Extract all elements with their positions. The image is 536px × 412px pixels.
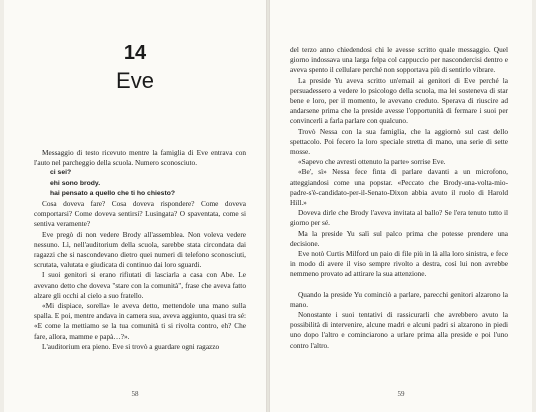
paragraph-spacer bbox=[290, 280, 508, 290]
text-message-line: ci sei? bbox=[50, 169, 72, 177]
paragraph: L'auditorium era pieno. Eve si trovò a guardare ogni ragazzo bbox=[42, 341, 220, 351]
chapter-title: Eve bbox=[116, 68, 154, 93]
left-page bbox=[4, 0, 266, 412]
text-message-line: ehi sono brody. bbox=[50, 179, 101, 187]
right-page-text bbox=[290, 45, 508, 351]
right-page bbox=[270, 0, 532, 412]
paragraph: Eve notò Curtis Milford un paio di file più in là alla loro sinistra, e fece in modo di avere il viso sempre rivolto a destra, così lui non avrebbe nemmeno provato ad attirare la sua attenzione. bbox=[290, 249, 508, 279]
paragraph: «Be', sì» Nessa fece finta di parlare davanti a un microfono, atteggiandosi come una popstar. «Peccato che Brody-una-volta-mio-padre-s'è-candidato-per-il-Senato-Dixon abbia avuto il ruolo di Harold Hill.» bbox=[290, 167, 508, 208]
paragraph: Trovò Nessa con la sua famiglia, che la aggiornò sul cast dello spettacolo. Poi fecero la loro speciale stretta di mano, una serie di sette mosse. bbox=[290, 126, 508, 157]
paragraph: Nonostante i suoi tentativi di rassicurarli che avrebbero avuto la possibilità di intervenire, alcune madri e alcuni padri si alzarono in piedi uno dopo l'altro e cominciarono a urlare prima alla preside e poi l'uno contro l'altro. bbox=[290, 310, 508, 350]
paragraph: Doveva dirle che Brody l'aveva invitata al ballo? Se l'era tenuto tutto il giorno per sé. bbox=[290, 208, 508, 228]
page-number: 58 bbox=[131, 390, 139, 398]
paragraph: Eve pregò di non vedere Brody all'assemblea. Non voleva vedere nessuno. Lì, nell'auditorium della scuola, sarebbe stata circondata dai ragazzi che si nascondevano dietro quei numeri di telefono sconosciuti, scrutata, valutata e giudicata di continuo dai loro sguardi. bbox=[34, 229, 246, 270]
paragraph: Messaggio di testo ricevuto mentre la famiglia di Eve entrava con l'auto nel parcheggio della scuola. Numero sconosciuto. bbox=[34, 148, 246, 168]
paragraph: I suoi genitori si erano rifiutati di lasciarla a casa con Abe. Le avevano detto che doveva "stare con la comunità", frase che aveva fatto alzare gli occhi al cielo a suo fratello. bbox=[34, 270, 246, 300]
paragraph: «Mi dispiace, sorella» le aveva detto, mettendole una mano sulla spalla. E poi, mentre andava in camera sua, aveva aggiunto, quasi tra sé: «E come la mettiamo se la tua comunità ti si rivolta contro, eh? Che fare, allora, mamme e papà…?». bbox=[34, 301, 246, 341]
page-number: 59 bbox=[397, 390, 405, 398]
text-message-line: hai pensato a quello che ti ho chiesto? bbox=[50, 189, 176, 197]
left-page-text bbox=[34, 148, 246, 352]
paragraph: Quando la preside Yu cominciò a parlare, parecchi genitori alzarono la mano. bbox=[290, 289, 508, 309]
paragraph: del terzo anno chiedendosi chi le avesse scritto quale messaggio. Quel giorno indossava una larga felpa col cappuccio per nascondercisi dentro e aveva spento il cellulare perché non sopportava più di sentirlo vibrare. bbox=[290, 45, 508, 75]
paragraph: Cosa doveva fare? Cosa doveva rispondere? Come doveva comportarsi? Come doveva sentirsi? Lusingata? O spaventata, come si sentiva veramente? bbox=[34, 199, 246, 229]
paragraph: Ma la preside Yu salì sul palco prima che potesse prendere una decisione. bbox=[290, 228, 508, 248]
paragraph: La preside Yu aveva scritto un'email ai genitori di Eve perché la persuadessero a vedere lo psicologo della scuola, ma lei sosteneva di star bene e loro, per il momento, le avevano creduto. Sperava di riuscire ad andarsene prima che la preside avesse l'opportunità di fermare i suoi per convincerli a farla parlare con qualcuno. bbox=[290, 75, 508, 126]
paragraph: «Sapevo che avresti ottenuto la parte» sorrise Eve. bbox=[298, 157, 446, 167]
chapter-number: 14 bbox=[123, 42, 147, 64]
